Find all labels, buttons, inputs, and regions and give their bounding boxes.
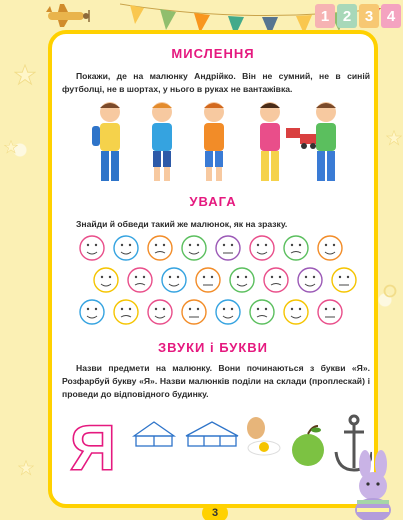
page-number: 3 [202, 504, 228, 520]
star-icon [18, 460, 34, 476]
sounds-letters-instructions: Назви предмети на малюнку. Вони починаються з букви «Я». Розфарбуй букву «Я». Назви малюнків поділи на склади (проплескай) і проведи до відповідного будинку. [62, 363, 370, 399]
letter-objects-illustration [132, 414, 372, 474]
number-block: 3 [359, 4, 379, 28]
number-block: 2 [337, 4, 357, 28]
sun-icon [379, 280, 401, 302]
section-title-sounds-letters: ЗВУКИ і БУКВИ [157, 340, 268, 355]
number-block: 4 [381, 4, 401, 28]
children-illustration [82, 98, 362, 190]
toy-bunny-illustration [345, 450, 403, 520]
star-icon [4, 140, 18, 154]
number-block: 1 [315, 4, 335, 28]
airplane-icon [38, 2, 98, 28]
letter-ya-outline [66, 414, 126, 474]
apple-icon [292, 426, 324, 466]
attention-instructions: Знайди й обведи такий же малюнок, як на зразку. [76, 219, 288, 229]
letter-ya-glyph: Я [70, 414, 116, 474]
worksheet-card [48, 30, 378, 519]
section-title-attention: УВАГА [189, 194, 237, 209]
house-three-syllables-icon [186, 422, 238, 446]
house-two-syllables-icon [134, 422, 174, 446]
thinking-instructions: Покажи, де на малюнку Андрійко. Він не сумний, не в синій футболці, не в шортах, у нього в руках не вантажівка. [62, 71, 370, 94]
star-icon [386, 130, 402, 146]
faces-grid [74, 234, 360, 328]
number-blocks [315, 4, 401, 28]
egg-icon [247, 417, 280, 455]
star-icon [14, 64, 36, 86]
section-title-thinking: МИСЛЕННЯ [171, 46, 255, 61]
